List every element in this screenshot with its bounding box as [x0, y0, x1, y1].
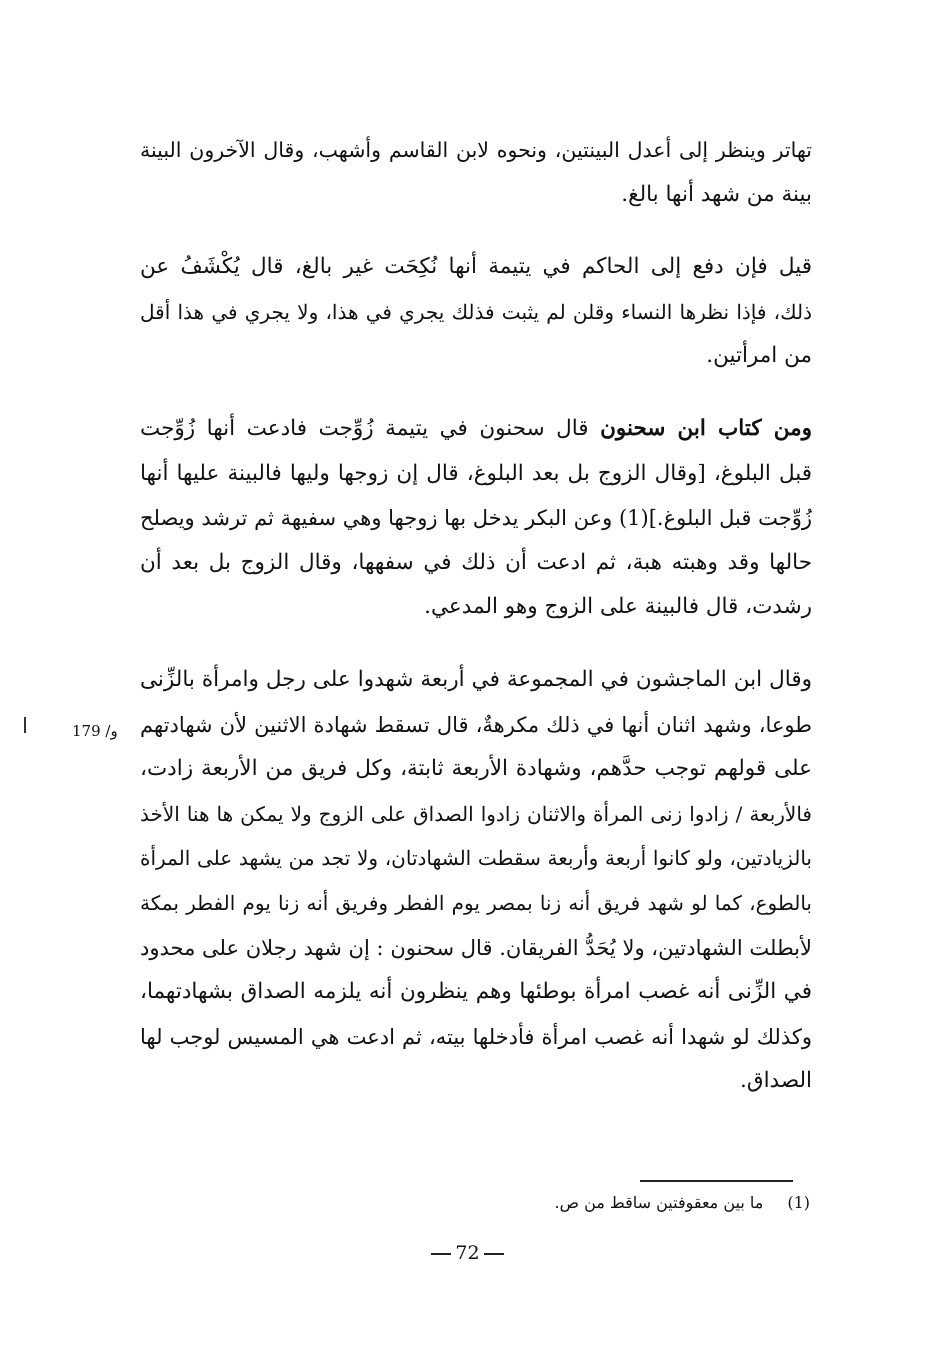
text-line: الصداق. — [740, 1068, 812, 1094]
footnote — [555, 1193, 810, 1212]
text-line: رشدت، قال فالبينة على الزوج وهو المدعي. — [424, 594, 812, 620]
text-line: بالطوع، كما لو شهد فريق أنه زنا بمصر يوم الفطر وفريق أنه زنا يوم الفطر بمكة — [140, 890, 813, 915]
page-number-dash — [431, 1253, 451, 1255]
text-line: وقال ابن الماجشون في المجموعة في أربعة شهدوا على رجل وامرأة بالزِّنى — [140, 666, 812, 692]
text-line: قبل البلوغ، [وقال الزوج بل بعد البلوغ، قال إن زوجها وليها فالبينة عليها أنها — [140, 460, 812, 486]
manuscript-folio-note: 179 /و — [72, 722, 118, 740]
page-number-dash — [484, 1253, 504, 1255]
text-line: ذلك، فإذا نظرها النساء وقلن لم يثبت فذلك يجري في هذا، ولا يجري في هذا أقل — [140, 299, 812, 324]
text-line: قيل فإن دفع إلى الحاكم في يتيمة أنها نُكِحَت غير بالغ، قال يُكْشَفُ عن — [140, 254, 812, 280]
margin-tick — [24, 717, 26, 733]
text-line: على قولهم توجب حدَّهم، وشهادة الأربعة ثابتة، وكل فريق من الأربعة زادت، — [140, 756, 812, 782]
text-line: زُوِّجت قبل البلوغ.](1) وعن البكر يدخل بها زوجها وهي سفيهة ثم ترشد ويصلح — [139, 506, 812, 531]
page-number-value: 72 — [455, 1242, 480, 1264]
text-line: في الزِّنى أنه غصب امرأة بوطئها وهم ينظرون أنه يلزمه الصداق بشهادتهما، — [140, 979, 812, 1005]
text-line: تهاتر وينظر إلى أعدل البينتين، ونحوه لابن القاسم وأشهب، وقال الآخرون البينة — [140, 138, 812, 162]
text-line: حالها وقد وهبته هبة، ثم ادعت أن ذلك في سفهها، وقال الزوج بل بعد أن — [140, 549, 812, 575]
text-line — [140, 407, 812, 452]
text-run: قال سحنون في يتيمة زُوِّجت فادعت أنها زُوِّجت — [140, 415, 589, 441]
text-line: لأبطلت الشهادتين، ولا يُحَدُّ الفريقان. قال سحنون : إن شهد رجلان على محدود — [140, 935, 812, 960]
book-title: ومن كتاب ابن سحنون — [600, 415, 812, 441]
text-line: بينة من شهد أنها بالغ. — [621, 181, 812, 207]
text-line: فالأربعة / زادوا زنى المرأة والاثنان زادوا الصداق على الزوج ولا يمكن ها هنا الأخذ — [140, 801, 812, 826]
text-line: طوعا، وشهد اثنان أنها في ذلك مكرهةٌ، قال تسقط شهادة الاثنين لأن شهادتهم — [140, 712, 812, 737]
page-number — [0, 1242, 935, 1264]
footnote-text: ما بين معقوفتين ساقط من ص. — [554, 1193, 764, 1212]
footnote-divider — [640, 1180, 793, 1182]
text-line: من امرأتين. — [706, 343, 812, 369]
text-line: بالزيادتين، ولو كانوا أربعة وأربعة سقطت الشهادتان، ولا تجد من يشهد على المرأة — [140, 846, 812, 871]
body-text — [140, 128, 812, 1104]
footnote-number: (1) — [787, 1193, 810, 1212]
text-line: وكذلك لو شهدا أنه غصب امرأة فأدخلها بيته، ثم ادعت هي المسيس لوجب لها — [140, 1024, 812, 1049]
